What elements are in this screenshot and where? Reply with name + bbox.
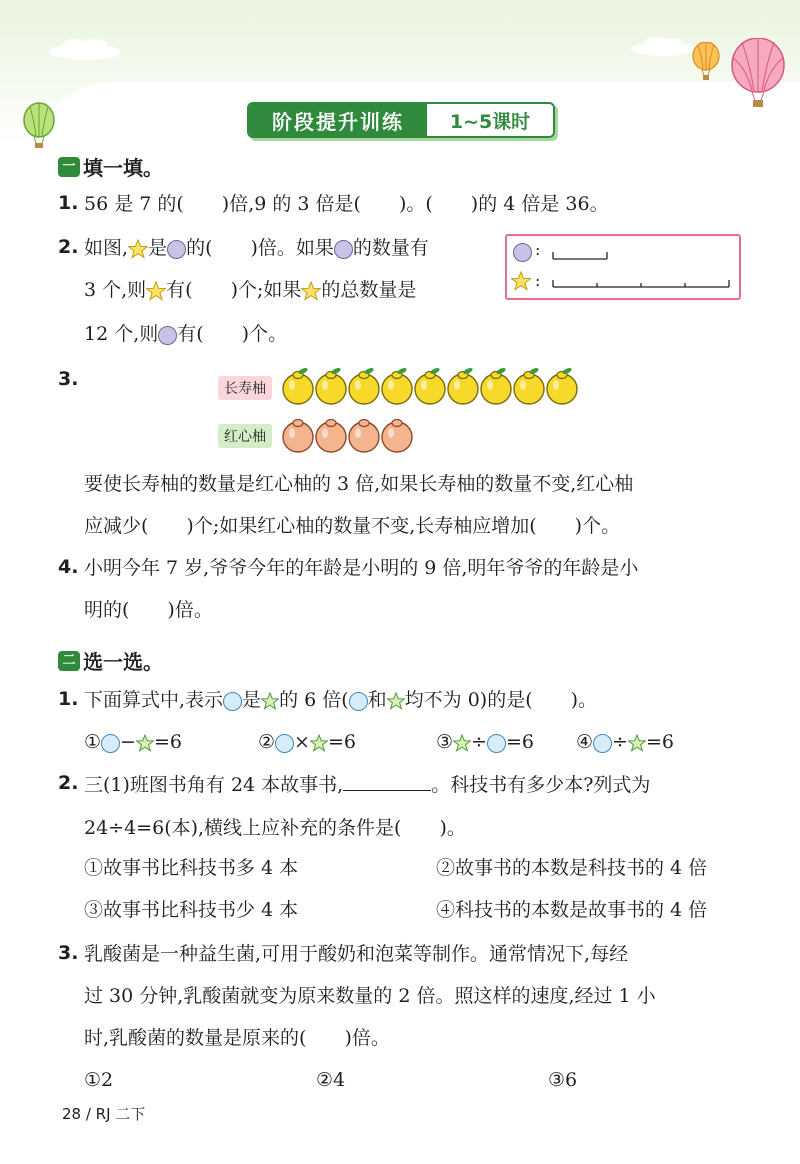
star-icon <box>146 281 166 301</box>
cloud-icon <box>628 36 698 56</box>
option-1[interactable] <box>84 728 182 756</box>
question-text: 时,乳酸菌的数量是原来的( )倍。 <box>84 1027 390 1049</box>
option-2[interactable]: ②4 <box>316 1069 346 1091</box>
blue-circle-icon <box>275 734 294 753</box>
text: ④ <box>576 731 594 753</box>
blue-circle-icon <box>593 734 612 753</box>
purple-circle-icon <box>167 240 186 259</box>
question-line <box>84 686 597 714</box>
red-pomelo-icon <box>349 420 379 453</box>
text: 是 <box>242 689 262 711</box>
text: 的总数量是 <box>321 279 417 301</box>
text: × <box>294 731 310 753</box>
question-text: 过 30 分钟,乳酸菌就变为原来数量的 2 倍。照这样的速度,经过 1 小 <box>84 985 656 1007</box>
yellow-pomelo-icon <box>349 367 379 404</box>
green-star-icon <box>387 692 405 710</box>
question-text: 乳酸菌是一种益生菌,可用于酸奶和泡菜等制作。通常情况下,每经 <box>84 943 629 965</box>
green-star-icon <box>310 734 328 752</box>
option-3[interactable] <box>436 728 534 756</box>
option-4[interactable]: ④科技书的本数是故事书的 4 倍 <box>436 899 708 921</box>
blue-circle-icon <box>487 734 506 753</box>
option-2[interactable]: ②故事书的本数是科技书的 4 倍 <box>436 857 708 879</box>
question-text: 24÷4=6(本),横线上应补充的条件是( )。 <box>84 817 466 839</box>
yellow-pomelo-icon <box>514 367 544 404</box>
question-number: 3. <box>58 368 79 390</box>
yellow-pomelo-icon <box>283 367 313 404</box>
text: 下面算式中,表示 <box>84 689 224 711</box>
segment-diagram <box>505 234 741 300</box>
question-line <box>84 234 429 262</box>
option-3[interactable]: ③6 <box>548 1069 578 1091</box>
green-star-icon <box>136 734 154 752</box>
text: 的( )倍。如果 <box>186 237 334 259</box>
section-title: 填一填。 <box>83 156 163 180</box>
star-icon <box>301 281 321 301</box>
circle-segment <box>551 244 611 262</box>
section-number: 一 <box>58 157 80 177</box>
star-icon <box>128 239 148 259</box>
question-text: 应减少( )个;如果红心柚的数量不变,长寿柚应增加( )个。 <box>84 515 621 537</box>
question-number: 1. <box>58 688 79 710</box>
text: 。科技书有多少本?列式为 <box>431 774 651 796</box>
question-line <box>84 320 287 348</box>
question-number: 4. <box>58 556 79 578</box>
purple-circle-icon <box>158 326 177 345</box>
page-footer: 28 / RJ 二下 <box>62 1105 146 1123</box>
text: 如图, <box>84 237 129 259</box>
text: 和 <box>367 689 387 711</box>
text: =6 <box>505 731 534 753</box>
text: ③ <box>436 731 454 753</box>
page-title <box>247 102 555 138</box>
question-text: 小明今年 7 岁,爷爷今年的年龄是小明的 9 倍,明年爷爷的年龄是小 <box>84 557 639 579</box>
text: 三(1)班图书角有 24 本故事书, <box>84 774 344 796</box>
red-pomelo-icon <box>283 420 313 453</box>
text: 有( )个;如果 <box>166 279 302 301</box>
blue-circle-icon <box>101 734 120 753</box>
question-number: 2. <box>58 236 79 258</box>
section-heading-fill <box>58 152 163 181</box>
text: 的数量有 <box>352 237 429 259</box>
question-text: 明的( )倍。 <box>84 599 213 621</box>
orange-balloon-icon <box>690 42 722 82</box>
text: ② <box>258 731 276 753</box>
text: =6 <box>327 731 356 753</box>
star-segment <box>551 274 733 292</box>
star-icon <box>511 271 531 291</box>
text: 的 6 倍( <box>279 689 349 711</box>
text: ① <box>84 731 102 753</box>
question-line <box>84 770 650 799</box>
purple-circle-icon <box>334 240 353 259</box>
option-3[interactable]: ③故事书比科技书少 4 本 <box>84 899 299 921</box>
text: 3 个,则 <box>84 279 147 301</box>
section-number: 二 <box>58 651 80 671</box>
yellow-pomelo-icon <box>481 367 511 404</box>
option-4[interactable] <box>576 728 674 756</box>
purple-circle-icon <box>513 243 532 262</box>
label-red-pomelo: 红心柚 <box>218 424 272 448</box>
colon: : <box>535 271 541 290</box>
text: ÷ <box>612 731 628 753</box>
fill-in-underline[interactable] <box>343 770 431 791</box>
section-title: 选一选。 <box>83 650 163 674</box>
title-subtitle: 1~5课时 <box>427 104 553 136</box>
question-number: 2. <box>58 772 79 794</box>
question-number: 1. <box>58 192 79 214</box>
green-star-icon <box>628 734 646 752</box>
yellow-pomelo-row <box>282 366 582 406</box>
yellow-pomelo-icon <box>316 367 346 404</box>
question-number: 3. <box>58 942 79 964</box>
text: 12 个,则 <box>84 323 159 345</box>
colon: : <box>535 240 541 259</box>
text: ÷ <box>471 731 487 753</box>
text: 是 <box>148 237 168 259</box>
text: =6 <box>645 731 674 753</box>
text: − <box>120 731 136 753</box>
red-pomelo-icon <box>316 420 346 453</box>
blue-circle-icon <box>349 692 368 711</box>
green-balloon-icon <box>20 102 58 150</box>
text: 有( )个。 <box>177 323 288 345</box>
yellow-pomelo-icon <box>448 367 478 404</box>
red-pomelo-icon <box>382 420 412 453</box>
cloud-icon <box>45 38 125 60</box>
question-text: 要使长寿柚的数量是红心柚的 3 倍,如果长寿柚的数量不变,红心柚 <box>84 473 634 495</box>
yellow-pomelo-icon <box>415 367 445 404</box>
question-line <box>84 276 416 304</box>
section-heading-choose <box>58 646 163 675</box>
option-1[interactable]: ①2 <box>84 1069 114 1091</box>
text: =6 <box>153 731 182 753</box>
green-star-icon <box>261 692 279 710</box>
title-main: 阶段提升训练 <box>249 104 427 136</box>
option-2[interactable] <box>258 728 356 756</box>
label-longevity-pomelo: 长寿柚 <box>218 376 272 400</box>
yellow-pomelo-icon <box>382 367 412 404</box>
green-star-icon <box>453 734 471 752</box>
option-1[interactable]: ①故事书比科技书多 4 本 <box>84 857 299 879</box>
red-pomelo-row <box>282 414 422 454</box>
blue-circle-icon <box>223 692 242 711</box>
text: 均不为 0)的是( )。 <box>404 689 598 711</box>
pink-balloon-icon <box>728 38 788 110</box>
yellow-pomelo-icon <box>547 367 577 404</box>
header-curve <box>40 82 800 202</box>
question-text: 56 是 7 的( )倍,9 的 3 倍是( )。( )的 4 倍是 36。 <box>84 193 609 215</box>
